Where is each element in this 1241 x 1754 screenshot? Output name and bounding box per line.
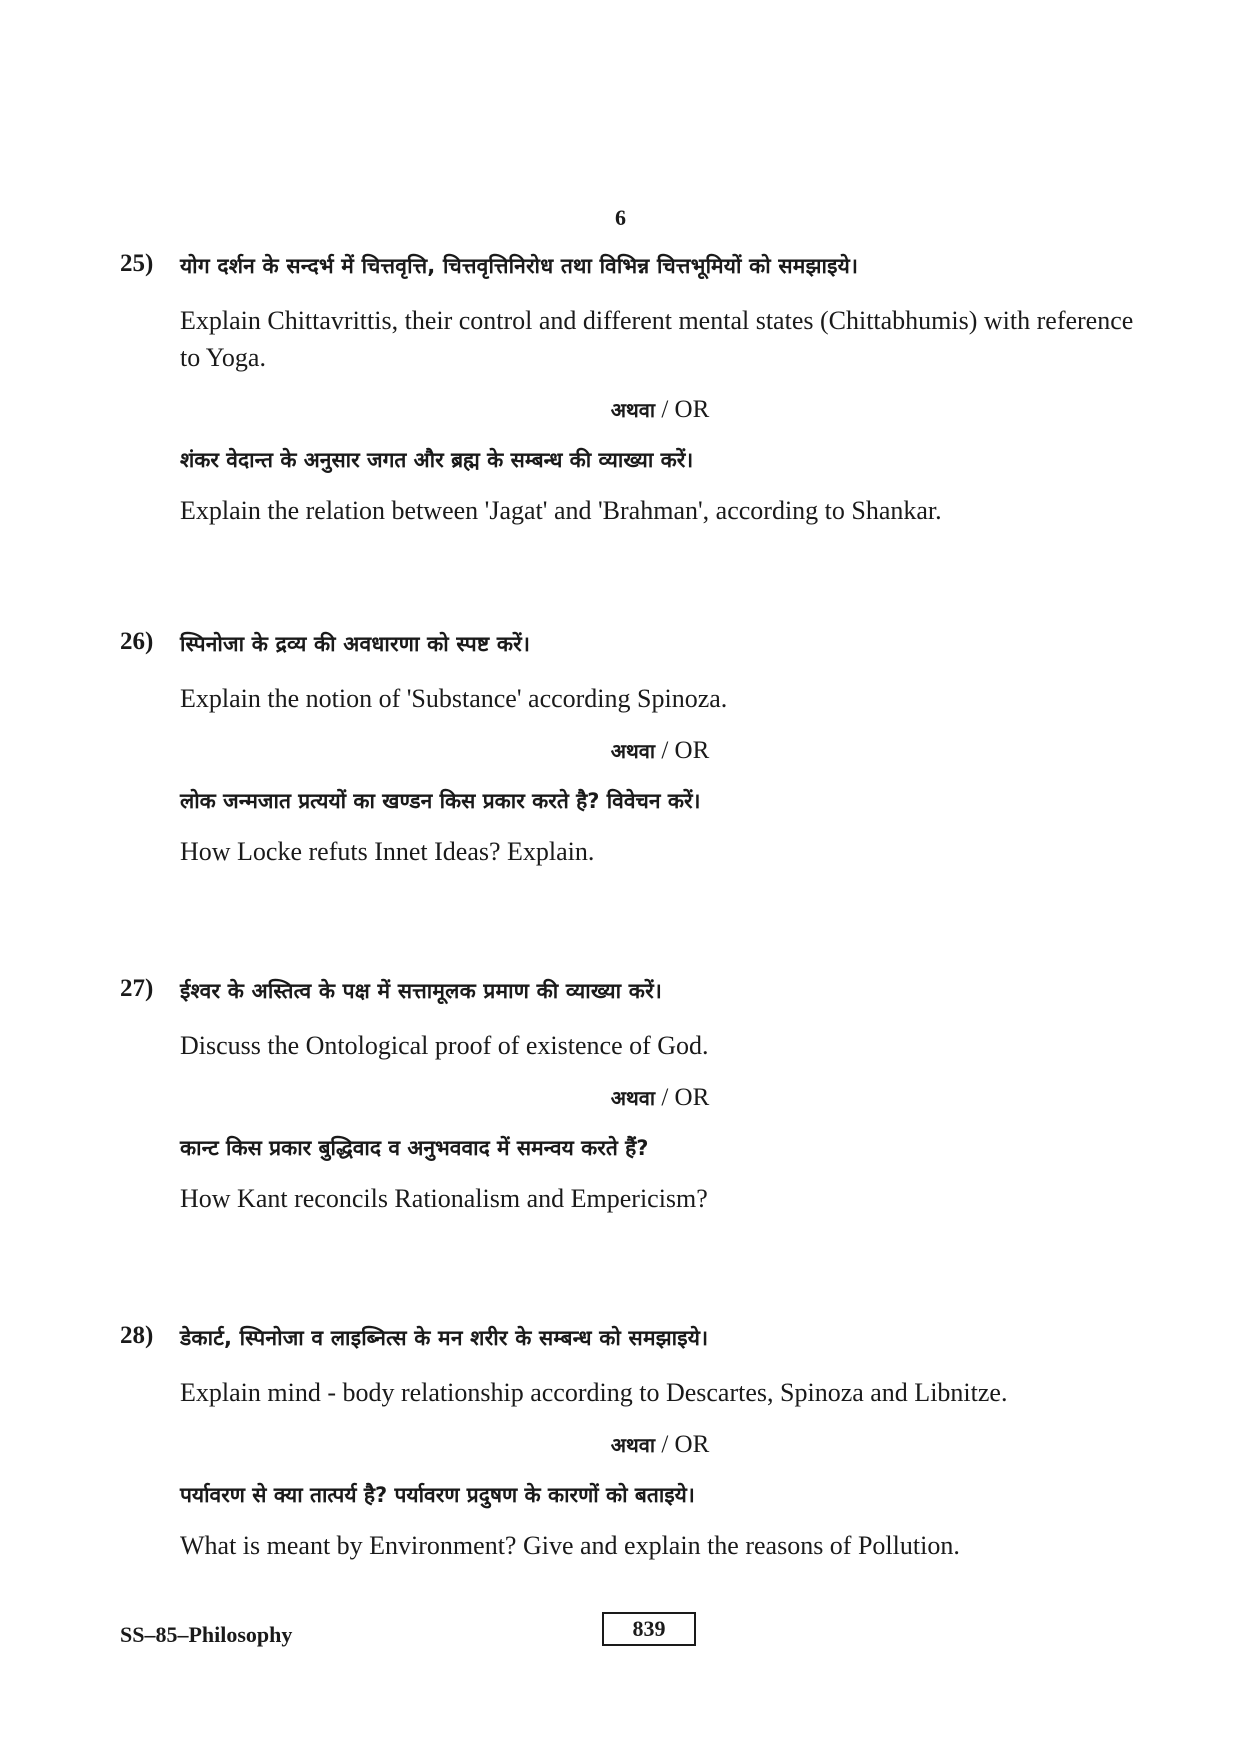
or-english: / OR xyxy=(661,1084,710,1111)
or-separator xyxy=(180,737,1140,765)
alternate-hindi: पर्यावरण से क्या तात्पर्य है? पर्यावरण प्रदुषण के कारणों को बताइये। xyxy=(180,1483,695,1507)
alternate-english: Explain the relation between 'Jagat' and 'Brahman', according to Shankar. xyxy=(180,496,942,525)
question-number: 28) xyxy=(120,1322,154,1349)
alternate-english: What is meant by Environment? Give and explain the reasons of Pollution. xyxy=(180,1531,960,1560)
question-hindi: डेकार्ट, स्पिनोजा व लाइब्नित्स के मन शरीर के सम्बन्ध को समझाइये। xyxy=(180,1326,709,1350)
or-hindi: अथवा xyxy=(610,1086,656,1110)
question-25 xyxy=(120,250,1140,529)
question-26 xyxy=(120,628,1140,870)
or-hindi: अथवा xyxy=(610,1433,656,1457)
question-english: Discuss the Ontological proof of existence of God. xyxy=(180,1031,709,1060)
question-27 xyxy=(120,975,1140,1217)
question-number: 25) xyxy=(120,250,154,277)
or-hindi: अथवा xyxy=(610,398,656,422)
or-english: / OR xyxy=(661,396,710,423)
paper-code: SS–85–Philosophy xyxy=(120,1622,293,1647)
or-separator xyxy=(180,1431,1140,1459)
question-hindi: योग दर्शन के सन्दर्भ में चित्तवृत्ति, चित्तवृत्तिनिरोध तथा विभिन्न चित्तभूमियों को समझाइये। xyxy=(180,254,859,278)
question-hindi: ईश्वर के अस्तित्व के पक्ष में सत्तामूलक प्रमाण की व्याख्या करें। xyxy=(180,979,663,1003)
question-hindi: स्पिनोजा के द्रव्य की अवधारणा को स्पष्ट करें। xyxy=(180,632,531,656)
alternate-english: How Locke refuts Innet Ideas? Explain. xyxy=(180,837,595,866)
alternate-hindi: लोक जन्मजात प्रत्ययों का खण्डन किस प्रकार करते है? विवेचन करें। xyxy=(180,789,701,813)
question-english: Explain the notion of 'Substance' according Spinoza. xyxy=(180,684,728,713)
or-english: / OR xyxy=(661,737,710,764)
or-separator xyxy=(180,396,1140,424)
or-hindi: अथवा xyxy=(610,739,656,763)
alternate-hindi: शंकर वेदान्त के अनुसार जगत और ब्रह्म के सम्बन्ध की व्याख्या करें। xyxy=(180,448,694,472)
question-28 xyxy=(120,1322,1140,1564)
question-number: 27) xyxy=(120,975,154,1002)
page-number: 6 xyxy=(615,205,626,230)
alternate-hindi: कान्ट किस प्रकार बुद्धिवाद व अनुभववाद में समन्वय करते हैं? xyxy=(180,1136,649,1160)
question-english: Explain mind - body relationship according to Descartes, Spinoza and Libnitze. xyxy=(180,1378,1008,1407)
question-number: 26) xyxy=(120,628,154,655)
question-english: Explain Chittavrittis, their control and different mental states (Chittabhumis) with reference to Yoga. xyxy=(180,306,1134,372)
alternate-english: How Kant reconcils Rationalism and Empericism? xyxy=(180,1184,708,1213)
page-code-box: 839 xyxy=(602,1612,696,1646)
or-english: / OR xyxy=(661,1431,710,1458)
or-separator xyxy=(180,1084,1140,1112)
